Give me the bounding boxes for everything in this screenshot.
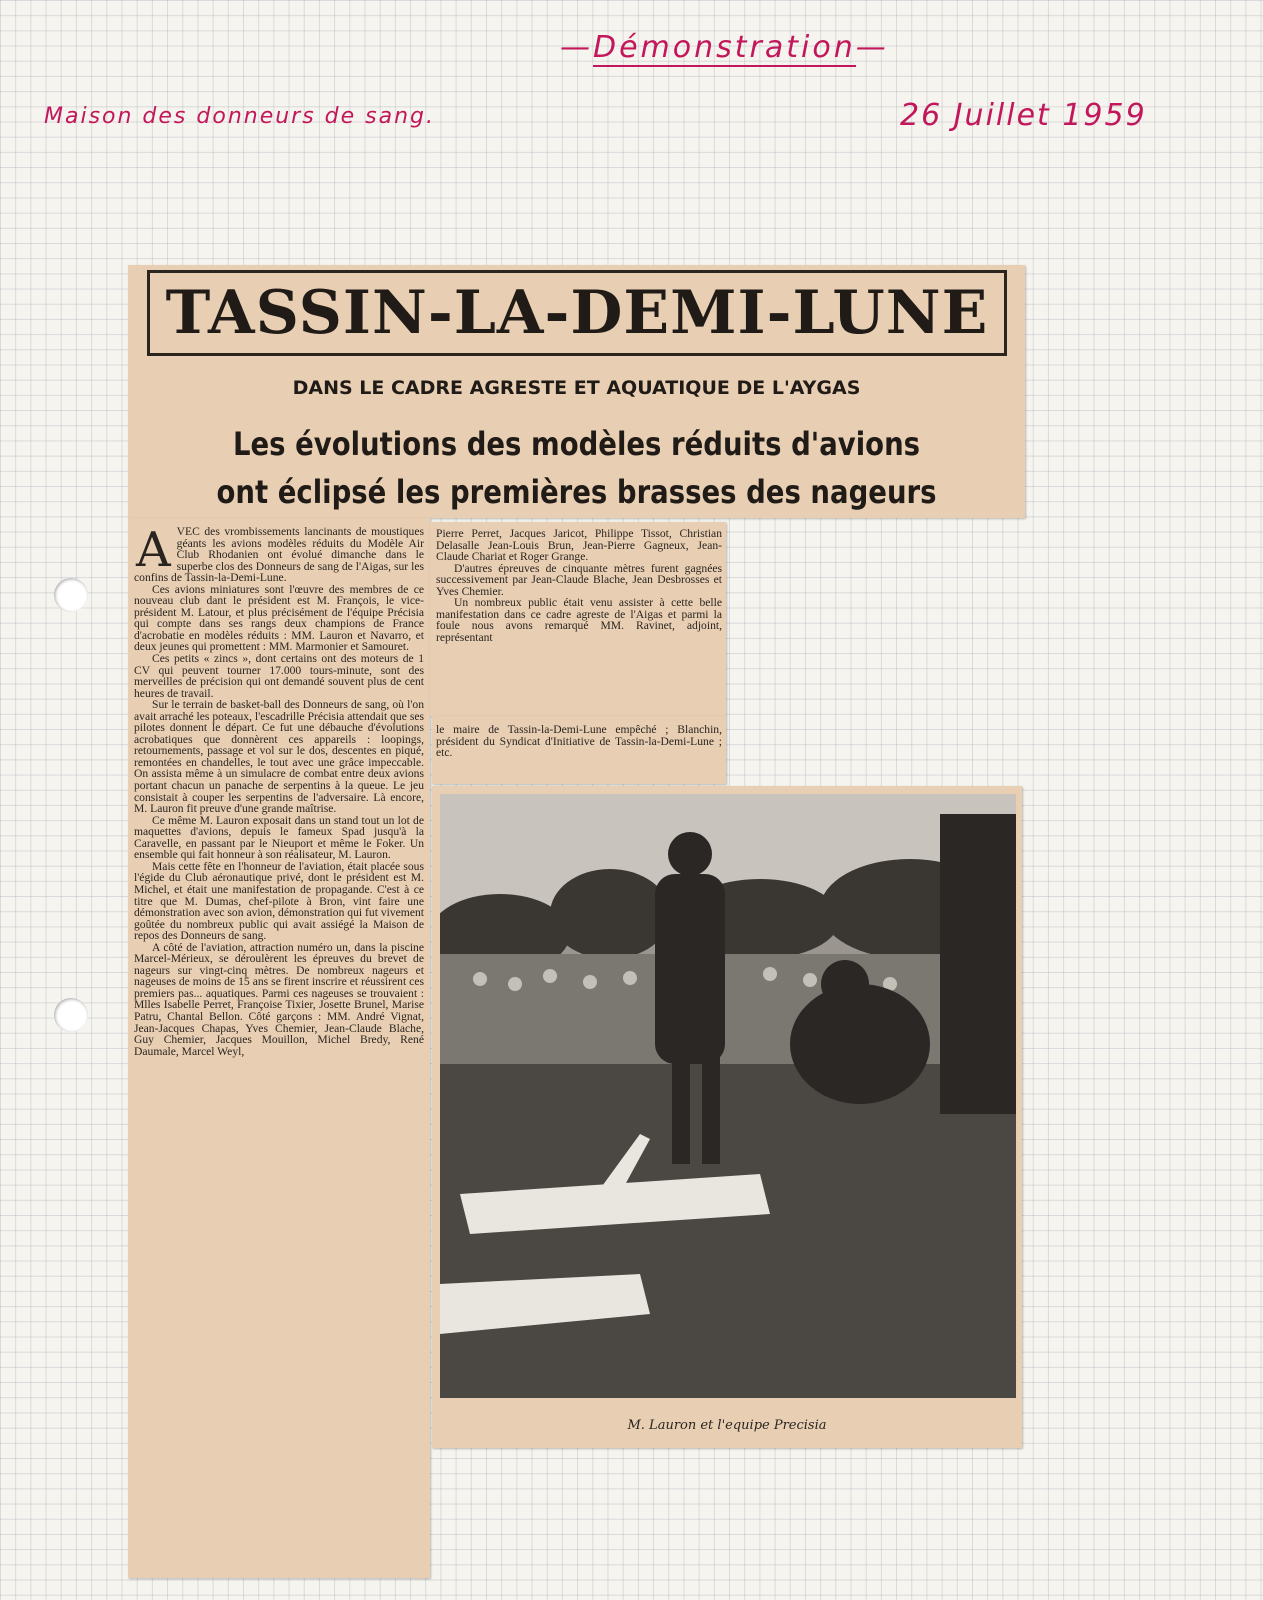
article-column-2-continuation: [436, 724, 722, 759]
column-1-paragraph: A côté de l'aviation, attraction numéro un, dans la piscine Marcel-Mérieux, se déroulèrent les épreuves du brevet de nageurs sur vingt-cinq mètres. De nombreux nageurs et nageuses de moins de 15 ans se firent inscrire et réussirent ces premiers pas... aquatiques. Parmi ces nageuses se trouvaient : Mlles Isabelle Perret, Françoise Tixier, Josette Brunel, Marise Patru, Chantal Bellon. Côté garçons : MM. André Vignat, Jean-Jacques Chapas, Yves Chemier, Jean-Claude Blache, Guy Chemier, Jacques Mouillon, Michel Bredy, René Daumale, Marcel Weyl,: [134, 940, 424, 1058]
column-1-paragraph: Ces avions miniatures sont l'œuvre des membres de ce nouveau club dant le président est M. François, le vice-président M. Latour, et plus précisément de l'équipe Précisia qui compte dans ses rangs deux champions de France d'acrobatie en modèles réduits : MM. Lauron et Navarro, et deux jeunes qui promettent : MM. Marmonier et Samouret.: [134, 582, 424, 654]
column-2-paragraph: D'autres épreuves de cinquante mètres furent gagnées successivement par Jean-Claude Blache, Jean Desbrosses et Yves Chemier.: [436, 561, 722, 598]
title-line-1: Les évolutions des modèles réduits d'avions: [232, 425, 921, 463]
column-2-paragraph: Pierre Perret, Jacques Jaricot, Philippe Tissot, Christian Delasalle Jean-Louis Brun, Jean-Pierre Gagneux, Jean-Claude Chariat et Roger Grange.: [436, 527, 722, 564]
punch-hole-bottom: [54, 998, 88, 1032]
drop-cap: A: [136, 522, 171, 578]
handwritten-date-note: 26 Juillet 1959: [900, 98, 1147, 133]
column-2-paragraph: Un nombreux public était venu assister à cette belle manifestation dans ce cadre agreste de l'Aigas et parmi la foule nous avons remarqué MM. Ravinet, adjoint, représentant: [436, 596, 722, 644]
column-1-paragraph: Mais cette fête en l'honneur de l'aviation, était placée sous l'égide du Club aéronautique privé, dont le président est M. Michel, et était une manifestation de propagande. C'est à ce titre que M. Dumas, chef-pilote à Bron, vint faire une démonstration avec son avion, démonstration qui fut vivement goûtée du nombreux public qui avait assiégé la Maison de repos des Donneurs de sang.: [134, 859, 424, 943]
article-column-1: [134, 522, 424, 1058]
column-1-paragraph: Ce même M. Lauron exposait dans un stand tout un lot de maquettes d'avions, depuis le fameux Spad jusqu'à la Caravelle, en passant par le Nieuport et même le Foker. Un ensemble qui fait honneur à son réalisateur, M. Lauron.: [134, 813, 424, 862]
news-photo: [440, 794, 1016, 1398]
column-2-continuation-text: le maire de Tassin-la-Demi-Lune empêché ; Blanchin, président du Syndicat d'Initiative de Tassin-la-Demi-Lune ; etc.: [436, 723, 722, 760]
news-photo-drawing: [440, 794, 1016, 1398]
column-1-paragraph: Sur le terrain de basket-ball des Donneurs de sang, où l'on avait arraché les poteaux, l'escadrille Précisia attendait que ses pilotes donnent le départ. Ce fut une débauche d'évolutions acrobatiques que donnèrent ces appareils : loopings, retournements, passage et vol sur le dos, descentes en piqué, remontées en chandelles, le tout avec une grâce impeccable. On assista même à un simulacre de combat entre deux avions portant chacun un panache de serpentins à la queue. Le jeu consistait à couper les serpentins de l'adversaire. Là encore, M. Lauron fit preuve d'une grande maîtrise.: [134, 698, 424, 816]
kicker: DANS LE CADRE AGRESTE ET AQUATIQUE DE L'AYGAS: [292, 377, 861, 399]
photo-caption: M. Lauron et l'equipe Precisia: [627, 1418, 827, 1433]
column-1-paragraph: Ces petits « zincs », dont certains ont des moteurs de 1 CV qui peuvent tourner 17.000 tours-minute, sont des merveilles de précision qui ont demandé souvent plus de cent heures de travail.: [134, 652, 424, 700]
column-1-paragraph: AVEC des vrombissements lancinants de moustiques géants les avions modèles réduits du Modèle Air Club Rhodanien ont évolué dimanche dans le superbe clos des Donneurs de sang de l'Aigas, sur les confins de Tassin-la-Demi-Lune.: [134, 522, 424, 585]
handwritten-maison-note: Maison des donneurs de sang.: [44, 104, 436, 129]
punch-hole-top: [54, 578, 88, 612]
headline: TASSIN-LA-DEMI-LUNE: [147, 270, 1007, 356]
title-line-2: ont éclipsé les premières brasses des nageurs: [216, 473, 937, 511]
article-column-2: [436, 528, 722, 643]
handwritten-demonstration-note: —Démonstration—: [560, 30, 889, 65]
